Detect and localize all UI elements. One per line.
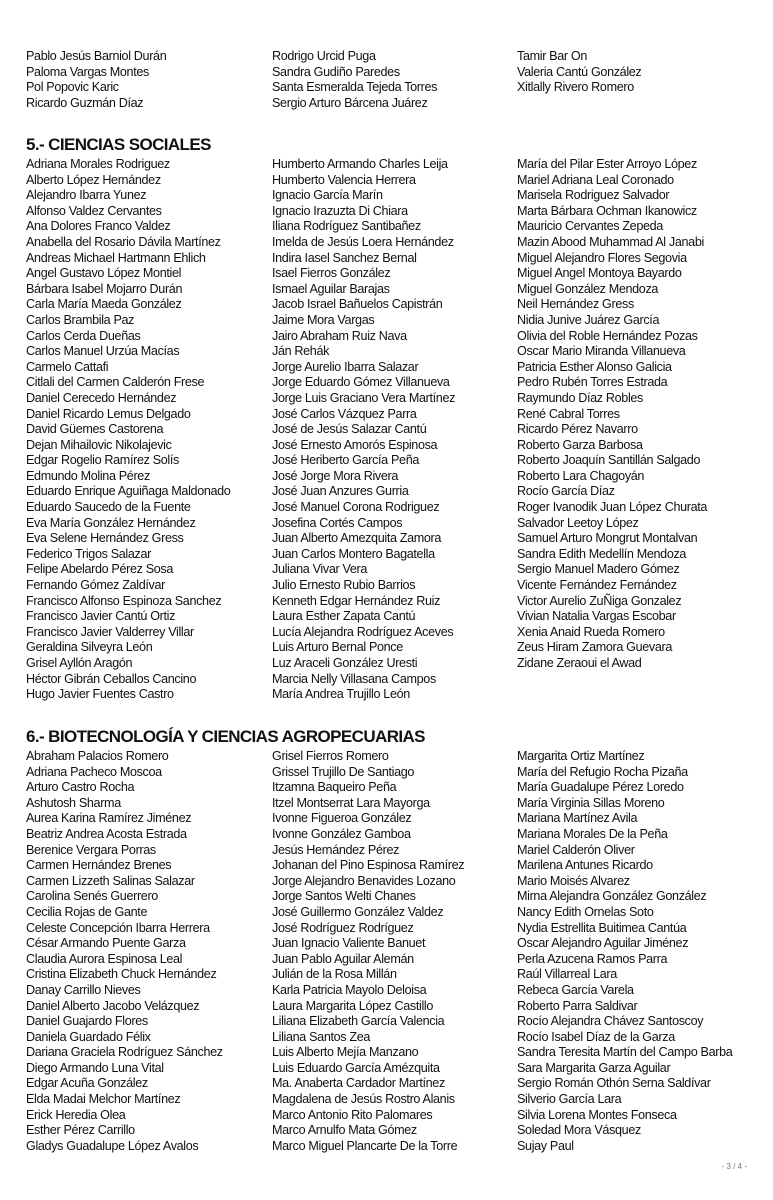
- person-name: Claudia Aurora Espinosa Leal: [26, 951, 183, 966]
- person-name: Jesús Hernández Pérez: [272, 842, 400, 857]
- person-name: Silvia Lorena Montes Fonseca: [517, 1107, 677, 1122]
- person-name: Humberto Armando Charles Leija: [272, 157, 448, 171]
- person-name: Daniel Ricardo Lemus Delgado: [26, 406, 191, 421]
- person-name: Oscar Mario Miranda Villanueva: [517, 344, 686, 359]
- person-name: Sandra Gudiño Paredes: [272, 64, 400, 79]
- person-name: José Guillermo González Valdez: [272, 904, 444, 919]
- person-name: Pol Popovic Karic: [26, 80, 119, 95]
- person-name: Bárbara Isabel Mojarro Durán: [26, 281, 183, 296]
- person-name: Abraham Palacios Romero: [26, 749, 169, 763]
- person-name: Edmundo Molina Pérez: [26, 468, 150, 483]
- person-name: Ján Rehák: [272, 344, 330, 359]
- person-name: Federico Trigos Salazar: [26, 546, 151, 561]
- person-name: Oscar Alejandro Aguilar Jiménez: [517, 936, 689, 951]
- person-name: Olivia del Roble Hernández Pozas: [517, 328, 698, 343]
- person-name: Karla Patricia Mayolo Deloisa: [272, 982, 427, 997]
- person-name: Ricardo Pérez Navarro: [517, 422, 638, 437]
- person-name: Raymundo Díaz Robles: [517, 390, 643, 405]
- person-name: Marco Arnulfo Mata Gómez: [272, 1123, 417, 1138]
- person-name: Cristina Elizabeth Chuck Hernández: [26, 967, 217, 982]
- person-name: Miguel González Mendoza: [517, 281, 659, 296]
- person-name: Magdalena de Jesús Rostro Alanis: [272, 1092, 455, 1107]
- person-name: Fernando Gómez Zaldívar: [26, 578, 165, 593]
- person-name: Jorge Santos Welti Chanes: [272, 889, 416, 904]
- person-name: Geraldina Silveyra León: [26, 640, 153, 655]
- person-name: Isael Fierros González: [272, 266, 391, 281]
- person-name: Juan Carlos Montero Bagatella: [272, 546, 435, 561]
- person-name: Sujay Paul: [517, 1138, 574, 1153]
- person-name: Roberto Lara Chagoyán: [517, 468, 645, 483]
- person-name: Roberto Joaquín Santillán Salgado: [517, 453, 701, 468]
- person-name: Erick Heredia Olea: [26, 1107, 126, 1122]
- person-name: Alberto López Hernández: [26, 172, 161, 187]
- person-name: Jorge Luis Graciano Vera Martínez: [272, 390, 456, 405]
- person-name: Aurea Karina Ramírez Jiménez: [26, 811, 192, 826]
- person-name: Francisco Javier Valderrey Villar: [26, 624, 194, 639]
- person-name: Jairo Abraham Ruiz Nava: [272, 328, 407, 343]
- person-name: Grisel Fierros Romero: [272, 749, 389, 763]
- person-name: Berenice Vergara Porras: [26, 842, 156, 857]
- person-name: Grissel Trujillo De Santiago: [272, 764, 415, 779]
- name-column-1: [26, 157, 230, 703]
- person-name: Francisco Javier Cantú Ortiz: [26, 609, 176, 624]
- person-name: Celeste Concepción Ibarra Herrera: [26, 920, 210, 935]
- name-column-3: [517, 749, 732, 1154]
- person-name: Edgar Acuña González: [26, 1076, 148, 1091]
- person-name: Valeria Cantú González: [517, 64, 642, 79]
- person-name: Esther Pérez Carrillo: [26, 1123, 135, 1138]
- person-name: Raúl Villarreal Lara: [517, 967, 617, 982]
- section-5-heading: 5.- CIENCIAS SOCIALES: [26, 135, 211, 154]
- person-name: Ma. Anaberta Cardador Martínez: [272, 1076, 445, 1091]
- person-name: Gladys Guadalupe López Avalos: [26, 1138, 199, 1153]
- person-name: Juliana Vivar Vera: [272, 562, 367, 577]
- person-name: Roger Ivanodik Juan López Churata: [517, 500, 708, 515]
- person-name: Marco Antonio Rito Palomares: [272, 1107, 433, 1122]
- person-name: Beatriz Andrea Acosta Estrada: [26, 826, 187, 841]
- person-name: Iliana Rodríguez Santibañez: [272, 219, 421, 234]
- person-name: María Guadalupe Pérez Loredo: [517, 780, 684, 795]
- person-name: María del Pilar Ester Arroyo López: [517, 157, 697, 171]
- person-name: Julián de la Rosa Millán: [272, 967, 397, 982]
- person-name: Rocío Alejandra Chávez Santoscoy: [517, 1014, 704, 1029]
- person-name: Mariana Martínez Avila: [517, 811, 638, 826]
- person-name: Jaime Mora Vargas: [272, 312, 375, 327]
- person-name: Héctor Gibrán Ceballos Cancino: [26, 671, 197, 686]
- person-name: Neil Hernández Gress: [517, 297, 634, 312]
- person-name: Anabella del Rosario Dávila Martínez: [26, 234, 221, 249]
- person-name: Dejan Mihailovic Nikolajevic: [26, 437, 172, 452]
- person-name: Pablo Jesús Barniol Durán: [26, 49, 167, 63]
- person-name: Xenia Anaid Rueda Romero: [517, 624, 665, 639]
- person-name: María del Refugio Rocha Pizaña: [517, 764, 688, 779]
- person-name: Roberto Parra Saldivar: [517, 998, 638, 1013]
- person-name: Imelda de Jesús Loera Hernández: [272, 234, 454, 249]
- person-name: Juan Alberto Amezquita Zamora: [272, 531, 442, 546]
- person-name: Mazin Abood Muhammad Al Janabi: [517, 234, 704, 249]
- person-name: Citlali del Carmen Calderón Frese: [26, 375, 205, 390]
- person-name: Cecilia Rojas de Gante: [26, 904, 148, 919]
- person-name: Lucía Alejandra Rodríguez Aceves: [272, 624, 454, 639]
- person-name: Laura Margarita López Castillo: [272, 998, 434, 1013]
- person-name: Samuel Arturo Mongrut Montalvan: [517, 531, 698, 546]
- page-number: - 3 / 4 -: [721, 1162, 747, 1171]
- person-name: Elda Madai Melchor Martínez: [26, 1092, 181, 1107]
- person-name: Carmelo Cattafi: [26, 359, 109, 374]
- person-name: Kenneth Edgar Hernández Ruiz: [272, 593, 441, 608]
- person-name: Daniel Cerecedo Hernández: [26, 390, 177, 405]
- person-name: Adriana Pacheco Moscoa: [26, 764, 162, 779]
- person-name: Jorge Eduardo Gómez Villanueva: [272, 375, 450, 390]
- person-name: Victor Aurelio ZuÑiga Gonzalez: [517, 593, 682, 608]
- person-name: Carlos Brambila Paz: [26, 312, 135, 327]
- person-name: Luis Eduardo García Amézquita: [272, 1060, 440, 1075]
- person-name: Sergio Román Othón Serna Saldívar: [517, 1076, 711, 1091]
- person-name: Patricia Esther Alonso Galicia: [517, 359, 672, 374]
- person-name: Ismael Aguilar Barajas: [272, 281, 390, 296]
- person-name: Santa Esmeralda Tejeda Torres: [272, 80, 438, 95]
- person-name: Adriana Morales Rodriguez: [26, 157, 170, 171]
- name-column-3: [517, 157, 707, 672]
- person-name: Ashutosh Sharma: [26, 795, 121, 810]
- person-name: José Jorge Mora Rivera: [272, 468, 398, 483]
- person-name: David Güemes Castorena: [26, 422, 164, 437]
- person-name: Mariel Adriana Leal Coronado: [517, 172, 674, 187]
- person-name: Zidane Zeraoui el Awad: [517, 656, 642, 670]
- person-name: Laura Esther Zapata Cantú: [272, 609, 416, 624]
- section-6-heading: 6.- BIOTECNOLOGÍA Y CIENCIAS AGROPECUARIAS: [26, 727, 425, 746]
- person-name: Marco Miguel Plancarte De la Torre: [272, 1138, 458, 1153]
- person-name: Ignacio García Marín: [272, 188, 383, 203]
- person-name: Mariel Calderón Oliver: [517, 842, 635, 857]
- person-name: Eva Selene Hernández Gress: [26, 531, 184, 546]
- person-name: Marisela Rodriguez Salvador: [517, 188, 670, 203]
- person-name: Dariana Graciela Rodríguez Sánchez: [26, 1045, 223, 1060]
- person-name: María Andrea Trujillo León: [272, 687, 410, 702]
- person-name: Pedro Rubén Torres Estrada: [517, 375, 668, 390]
- person-name: Angel Gustavo López Montiel: [26, 266, 182, 281]
- name-column-1: [26, 749, 223, 1154]
- person-name: Josefina Cortés Campos: [272, 515, 403, 530]
- person-name: Felipe Abelardo Pérez Sosa: [26, 562, 174, 577]
- person-name: Carlos Cerda Dueñas: [26, 328, 141, 343]
- person-name: Marilena Antunes Ricardo: [517, 858, 653, 873]
- person-name: María Virginia Sillas Moreno: [517, 795, 665, 810]
- person-name: Perla Azucena Ramos Parra: [517, 951, 668, 966]
- person-name: Liliana Santos Zea: [272, 1029, 371, 1044]
- person-name: César Armando Puente Garza: [26, 936, 186, 951]
- person-name: Juan Ignacio Valiente Banuet: [272, 936, 426, 951]
- person-name: Tamir Bar On: [517, 49, 587, 63]
- person-name: Eduardo Enrique Aguiñaga Maldonado: [26, 484, 231, 499]
- person-name: Miguel Alejandro Flores Segovia: [517, 250, 687, 265]
- person-name: Daniel Alberto Jacobo Velázquez: [26, 998, 200, 1013]
- person-name: Carmen Lizzeth Salinas Salazar: [26, 873, 195, 888]
- person-name: Jorge Alejandro Benavides Lozano: [272, 873, 456, 888]
- person-name: Marta Bárbara Ochman Ikanowicz: [517, 203, 697, 218]
- person-name: Indira Iasel Sanchez Bernal: [272, 250, 417, 265]
- person-name: Ignacio Irazuzta Di Chiara: [272, 203, 408, 218]
- person-name: Nidia Junive Juárez García: [517, 312, 660, 327]
- person-name: René Cabral Torres: [517, 406, 620, 421]
- person-name: José de Jesús Salazar Cantú: [272, 422, 427, 437]
- person-name: Alejandro Ibarra Yunez: [26, 188, 147, 203]
- person-name: Sandra Edith Medellín Mendoza: [517, 546, 687, 561]
- person-name: Arturo Castro Rocha: [26, 780, 135, 795]
- person-name: Eva María González Hernández: [26, 515, 196, 530]
- person-name: Marcia Nelly Villasana Campos: [272, 671, 436, 686]
- person-name: Carmen Hernández Brenes: [26, 858, 172, 873]
- person-name: Ricardo Guzmán Díaz: [26, 95, 144, 110]
- person-name: José Carlos Vázquez Parra: [272, 406, 417, 421]
- person-name: Carla María Maeda González: [26, 297, 182, 312]
- person-name: Paloma Vargas Montes: [26, 64, 149, 79]
- person-name: José Juan Anzures Gurria: [272, 484, 409, 499]
- person-name: Rodrigo Urcid Puga: [272, 49, 376, 63]
- name-column-2: [272, 157, 455, 703]
- person-name: Hugo Javier Fuentes Castro: [26, 687, 174, 702]
- person-name: Sara Margarita Garza Aguilar: [517, 1060, 671, 1075]
- person-name: Vicente Fernández Fernández: [517, 578, 677, 593]
- person-name: Xitlally Rivero Romero: [517, 80, 634, 95]
- person-name: Edgar Rogelio Ramírez Solís: [26, 453, 179, 468]
- person-name: Itzel Montserrat Lara Mayorga: [272, 795, 430, 810]
- person-name: Jacob Israel Bañuelos Capistrán: [272, 297, 443, 312]
- person-name: Daniela Guardado Félix: [26, 1029, 151, 1044]
- person-name: Luis Arturo Bernal Ponce: [272, 640, 403, 655]
- person-name: Danay Carrillo Nieves: [26, 982, 141, 997]
- person-name: Liliana Elizabeth García Valencia: [272, 1014, 445, 1029]
- person-name: Luis Alberto Mejía Manzano: [272, 1045, 419, 1060]
- person-name: Daniel Guajardo Flores: [26, 1014, 148, 1029]
- person-name: Carolina Senés Guerrero: [26, 889, 158, 904]
- person-name: José Manuel Corona Rodriguez: [272, 500, 440, 515]
- person-name: Mariana Morales De la Peña: [517, 826, 668, 841]
- person-name: José Rodríguez Rodríguez: [272, 920, 414, 935]
- person-name: Salvador Leetoy López: [517, 515, 639, 530]
- person-name: Jorge Aurelio Ibarra Salazar: [272, 359, 419, 374]
- person-name: Ana Dolores Franco Valdez: [26, 219, 171, 234]
- person-name: Miguel Angel Montoya Bayardo: [517, 266, 682, 281]
- person-name: Johanan del Pino Espinosa Ramírez: [272, 858, 465, 873]
- person-name: Nydia Estrellita Buitimea Cantúa: [517, 920, 687, 935]
- person-name: Francisco Alfonso Espinoza Sanchez: [26, 593, 222, 608]
- person-name: Itzamna Baqueiro Peña: [272, 780, 397, 795]
- person-name: Luz Araceli González Uresti: [272, 656, 418, 670]
- person-name: Vivian Natalia Vargas Escobar: [517, 609, 676, 624]
- person-name: Sergio Manuel Madero Gómez: [517, 562, 680, 577]
- person-name: Ivonne González Gamboa: [272, 826, 411, 841]
- person-name: Zeus Hiram Zamora Guevara: [517, 640, 673, 655]
- person-name: Andreas Michael Hartmann Ehlich: [26, 250, 206, 265]
- person-name: Ivonne Figueroa González: [272, 811, 412, 826]
- person-name: José Heriberto García Peña: [272, 453, 420, 468]
- person-name: Alfonso Valdez Cervantes: [26, 203, 162, 218]
- person-name: Eduardo Saucedo de la Fuente: [26, 500, 191, 515]
- person-name: Mirna Alejandra González González: [517, 889, 707, 904]
- person-name: Grisel Ayllón Aragón: [26, 656, 133, 670]
- person-name: Mario Moisés Alvarez: [517, 873, 630, 888]
- name-column-1: [26, 49, 166, 111]
- person-name: Rocío Isabel Díaz de la Garza: [517, 1029, 675, 1044]
- person-name: Rocío García Díaz: [517, 484, 615, 499]
- person-name: Julio Ernesto Rubio Barrios: [272, 578, 416, 593]
- person-name: Mauricio Cervantes Zepeda: [517, 219, 663, 234]
- person-name: Sergio Arturo Bárcena Juárez: [272, 95, 428, 110]
- person-name: Roberto Garza Barbosa: [517, 437, 643, 452]
- name-column-2: [272, 49, 437, 111]
- person-name: Nancy Edith Ornelas Soto: [517, 904, 654, 919]
- person-name: Soledad Mora Vásquez: [517, 1123, 641, 1138]
- name-column-2: [272, 749, 464, 1154]
- person-name: Carlos Manuel Urzúa Macías: [26, 344, 180, 359]
- person-name: José Ernesto Amorós Espinosa: [272, 437, 438, 452]
- person-name: Juan Pablo Aguilar Alemán: [272, 951, 414, 966]
- person-name: Margarita Ortiz Martínez: [517, 749, 645, 763]
- person-name: Humberto Valencia Herrera: [272, 172, 416, 187]
- person-name: Sandra Teresita Martín del Campo Barba: [517, 1045, 733, 1060]
- person-name: Rebeca García Varela: [517, 982, 634, 997]
- name-column-3: [517, 49, 641, 96]
- person-name: Silverio García Lara: [517, 1092, 622, 1107]
- person-name: Diego Armando Luna Vital: [26, 1060, 164, 1075]
